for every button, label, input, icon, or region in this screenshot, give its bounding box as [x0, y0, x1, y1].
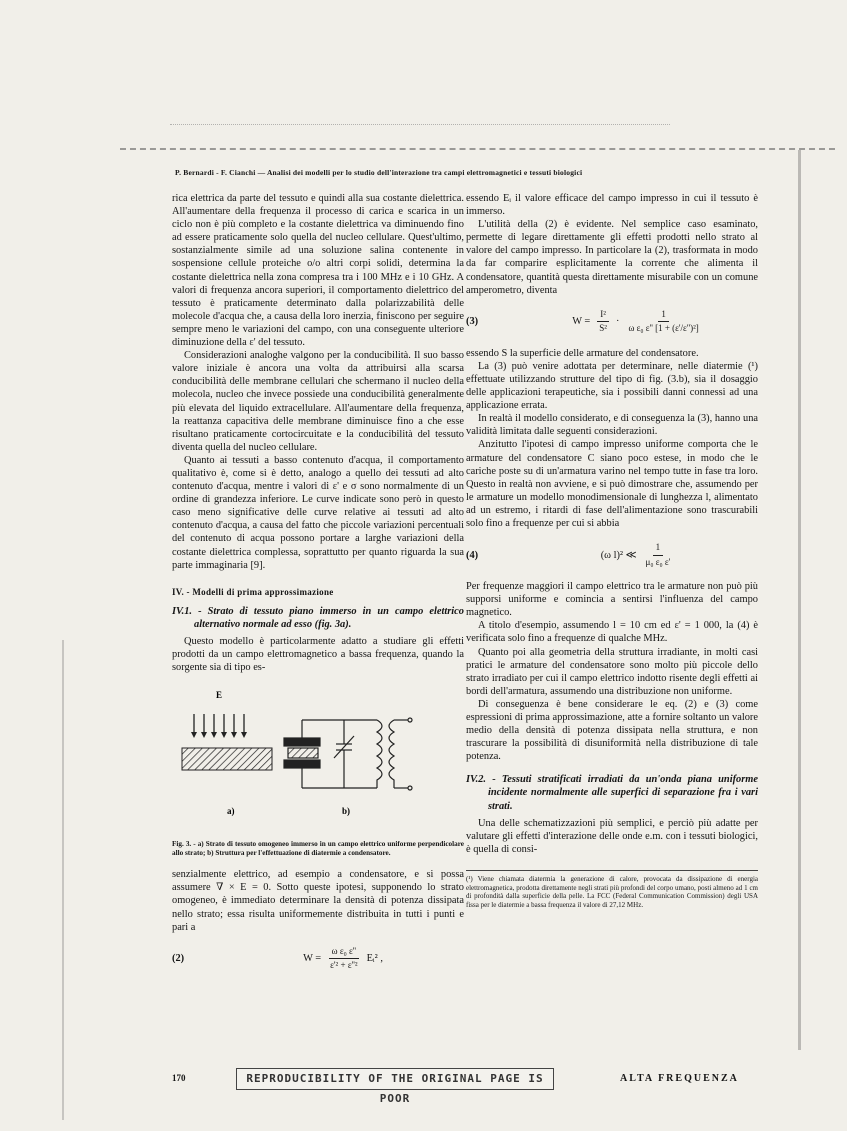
numerator: 1 — [653, 541, 664, 555]
fraction — [643, 541, 674, 568]
arrow-heads — [191, 732, 247, 738]
paragraph: In realtà il modello considerato, e di conseguenza la (3), hanno una validità limitata dalle seguenti considerazioni. — [466, 413, 758, 438]
running-head: P. Bernardi - F. Cianchi — Analisi dei modelli per lo studio dell'interazione tra campi elettromagnetici e tessuti biologici — [175, 168, 583, 177]
fraction — [625, 308, 701, 335]
equation-number: (3) — [466, 316, 479, 328]
field-arrows — [194, 714, 244, 734]
paragraph: essendo S la superficie delle armature del condensatore. — [466, 347, 699, 359]
denominator: μ₀ ε₀ ε' — [645, 556, 671, 567]
paragraph: senzialmente elettrico, ad esempio a condensatore, e si possa assumere ∇ × E = 0. Sotto queste ipotesi, supponendo lo strato omogeneo, è immediato determinare la densità di potenza dissipata nello strato; essa risulta uniformemente distribuita in tutti i punti e pari a — [172, 869, 464, 933]
tissue-layer — [182, 748, 272, 770]
equation-4 — [466, 538, 758, 572]
equation-2 — [172, 942, 464, 976]
page-number: 170 — [172, 1073, 186, 1083]
scan-edge-line — [798, 150, 801, 1050]
paragraph: Anzitutto l'ipotesi di campo impresso uniforme comporta che le armature del condensatore C siano poco estese, in modo che le cariche poste su di un'armatura varino nel tempo tutte in fase tra loro. Questo in realtà non avviene, e si può dimostrare che, assumendo per le armature un modello monodimensionale di lunghezza l, alimentato ad un estremo, i ritardi di fase dell'alimentazione sono trascurabili solo fino a frequenze per cui si abbia — [466, 439, 758, 529]
figure-3-drawing — [172, 686, 464, 836]
footnote: (¹) Viene chiamata diatermia la generazione di calore, provocata da dissipazione di energia elettromagnetica, prodotta direttamente negli strati più profondi del corpo umano, posti almeno ad 1 cm di profondità dalla superficie della pelle. La FCC (Federal Communication Commission) degli USA fissa per le diatermie a bassa frequenza il valore di 27,12 MHz. — [466, 870, 758, 909]
paragraph: Quanto ai tessuti a basso contenuto d'acqua, il comportamento qualitativo è, come si è detto, analogo a quello dei tessuti ad alto contenuto d'acqua, mentre i valori di ε' e σ sono normalmente di un ordine di grandezza inferiore. Le curve indicate sono però in questo caso meno significative delle curve relative ai tessuti ad alto contenuto d'acqua, a causa del fatto che piccole variazioni percentuali del contenuto di acqua possono portare a larghe variazioni della costante dielettrica complessa, soprattutto per quanto riguarda la sua parte immaginaria [9]. — [172, 454, 464, 571]
paragraph: Questo modello è particolarmente adatto a studiare gli effetti prodotti da un campo elettromagnetico a bassa frequenza, quando la sorgente sia di tipo es- — [172, 636, 464, 674]
subsection-heading: IV.1. - Strato di tessuto piano immerso in un campo elettrico alternativo normale ad esso (fig. 3a). — [172, 605, 464, 630]
numerator: ω ε₀ ε'' — [329, 945, 359, 959]
field-label: E — [216, 690, 223, 701]
equation-tail: Eᵢ² , — [366, 953, 383, 965]
left-column — [172, 192, 464, 984]
figure-caption: Fig. 3. - a) Strato di tessuto omogeneo immerso in un campo elettrico uniforme perpendicolare allo strato; b) Struttura per l'effettuazione di diatermie a condensatore. — [172, 840, 464, 858]
paragraph: La (3) può venire adottata per determinare, nelle diatermie (¹) effettuate utilizzando strutture del tipo di fig. (3.b), sia il dosaggio delle applicazioni terapeutiche, sia i possibili danni connessi ad una applicazione errata. — [466, 360, 758, 412]
scan-artifact — [120, 140, 835, 150]
reproducibility-stamp: REPRODUCIBILITY OF THE ORIGINAL PAGE IS POOR — [236, 1068, 554, 1090]
capacitor-structure — [284, 718, 412, 790]
numerator: I² — [597, 308, 609, 322]
paragraph: Per frequenze maggiori il campo elettrico tra le armature non può più supporsi uniforme e comincia a sentirsi l'influenza del campo magnetico. — [466, 581, 758, 619]
paragraph: Considerazioni analoghe valgono per la conducibilità. Il suo basso valore iniziale è ancora una volta da attribuirsi alla scarsa conducibilità delle membrane cellulari che schermano il nucleo della molecola, nucleo che invece possiede una conducibilità generalmente più elevata del liquido extracellulare. All'aumentare della frequenza, la reattanza capacitiva delle membrane diminuisce fino a che esse risultano praticamente cortocircuitate e la conducibilità del tessuto diventa quella del nucleo cellulare. — [172, 350, 464, 453]
equation-lhs: (ω l)² ≪ — [600, 549, 637, 561]
equation-number: (4) — [466, 549, 479, 561]
equation-3: (3) W = $\frac{\text{I²}}{\text{S²}}$ · $\frac{1}{\text{ω ε₀ ε'' [1 + (ε'/ε'')²]}}$ — [466, 305, 758, 339]
paragraph: Di conseguenza è bene considerare le eq. (2) e (3) come espressioni di prima approssimazione, atte a fornire soltanto un valore medio della densità di potenza dissipata nella struttura, e non trascurare la possibilità di disuniformità nella distribuzione di tale potenza. — [466, 698, 758, 763]
paragraph: essendo Eᵢ il valore efficace del campo impresso in cui il tessuto è immerso. — [466, 193, 758, 218]
section-heading: IV. - Modelli di prima approssimazione — [172, 586, 334, 597]
subsection-heading: IV.2. - Tessuti stratificati irradiati da un'onda piana uniforme incidente normalmente alle superfici di separazione fra i vari strati. — [466, 774, 758, 812]
scan-artifact — [170, 118, 670, 125]
panel-label-b: b) — [342, 806, 351, 817]
paragraph: A titolo d'esempio, assumendo l = 10 cm ed ε' = 1 000, la (4) è verificata solo fino a frequenze di qualche MHz. — [466, 620, 758, 645]
fraction — [596, 308, 610, 335]
equation-number: (2) — [172, 953, 185, 965]
figure-3 — [172, 686, 464, 836]
denominator: S² — [599, 323, 607, 334]
fraction — [327, 945, 360, 972]
denominator: ε'² + ε''² — [330, 960, 358, 971]
right-column — [466, 192, 758, 909]
numerator: 1 — [658, 308, 669, 322]
paragraph: L'utilità della (2) è evidente. Nel semplice caso esaminato, permette di legare direttamente gli effetti prodotti nello strato al valore del campo impresso. In particolare la (2), trasformata in modo da far comparire esplicitamente la corrente che alimenta il condensatore, quantità questa direttamente misurabile con un comune amperometro, diventa — [466, 219, 758, 296]
denominator: ω ε₀ ε'' [1 + (ε'/ε'')²] — [628, 323, 699, 334]
paragraph: rica elettrica da parte del tessuto e quindi alla sua costante dielettrica. All'aumentare della frequenza il processo di carica e scarica in un ciclo non è più completo e la costante dielettrica va diminuendo fino ad essere praticamente solo quella del nucleo cellulare. Quest'ultimo, sostanzialmente simile ad una soluzione salina contenente in sospensione cellule proteiche o/o altri corpi solidi, determina la costante dielettrica nella zona compresa tra i 100 MHz e i 10 GHz. A valori di frequenza ancora superiori, il comportamento dielettrico del tessuto è praticamente determinato dalla polarizzabilità delle molecole d'acqua che, a causa della loro inerzia, finiscono per seguire sempre meno le variazioni del campo, con una conseguente ulteriore diminuzione della ε' del tessuto. — [172, 193, 464, 349]
equation-lhs: W = — [303, 953, 322, 965]
paragraph: Una delle schematizzazioni più semplici, e perciò più adatte per valutare gli effetti d'interazione delle onde e.m. con i tessuti biologici, è quella di consi- — [466, 817, 758, 855]
panel-label-a: a) — [227, 806, 235, 817]
scan-edge-line — [62, 640, 64, 1120]
journal-name: ALTA FREQUENZA — [620, 1073, 739, 1084]
paragraph: Quanto poi alla geometria della struttura irradiante, in molti casi pratici le armature del condensatore sono molto più piccole dello strato irradiato per cui il campo elettrico indotto risente degli effetti ai bordi dell'armatura, assumendo una distribuzione non uniforme. — [466, 646, 758, 697]
equation-lhs: W = — [572, 316, 591, 328]
